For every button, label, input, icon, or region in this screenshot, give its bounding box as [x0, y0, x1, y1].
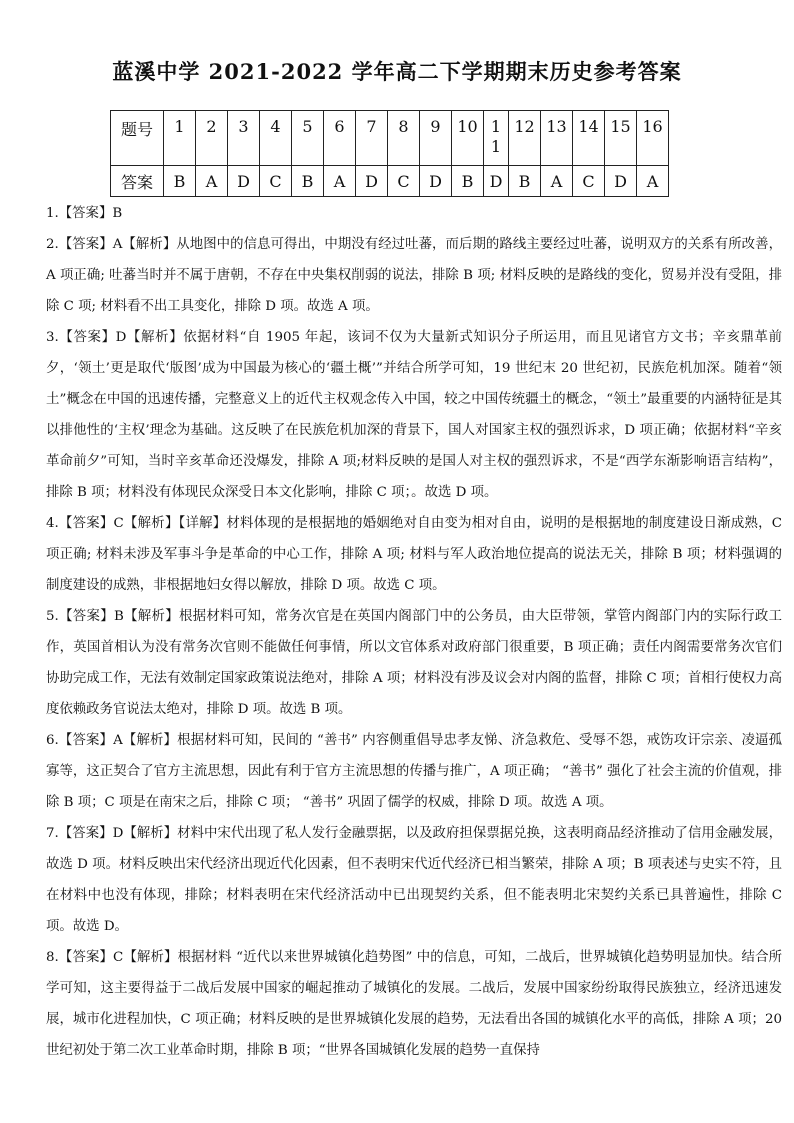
- answer-item-2: 2.【答案】A【解析】从地图中的信息可得出，中期没有经过吐蕃，而后期的路线主要经过吐蕃，说明双方的关系有所改善，A 项正确; 吐蕃当时并不属于唐朝，不存在中央集权削弱的说法，排除 B 项; 材料反映的是路线的变化，贸易并没有受阻，排除 C 项; 材料看不出工具变化，排除 D 项。故选 A 项。: [46, 237, 782, 314]
- row-header-answer: 答案: [111, 166, 164, 197]
- answer-cell: D: [420, 166, 452, 197]
- question-number: 1 1: [484, 111, 509, 166]
- answer-item-4: 4.【答案】C【解析】【详解】材料体现的是根据地的婚姻绝对自由变为相对自由，说明的是根据地的制度建设日渐成熟，C 项正确; 材料未涉及军事斗争是革命的中心工作，排除 A 项; 材料与军人政治地位提高的说法无关，排除 B 项；材料强调的制度建设的成熟，非根据地妇女得以解放，排除 D 项。故选 C 项。: [46, 516, 782, 593]
- answer-cell: B: [452, 166, 484, 197]
- answer-cell: D: [228, 166, 260, 197]
- answer-cell: A: [324, 166, 356, 197]
- answer-row: [111, 166, 669, 197]
- answer-explanations: [46, 198, 782, 1066]
- question-number: 10: [452, 111, 484, 166]
- answer-cell: A: [196, 166, 228, 197]
- row-header-number: 题号: [111, 111, 164, 166]
- answer-cell: D: [356, 166, 388, 197]
- answer-item-7: 7.【答案】D【解析】材料中宋代出现了私人发行金融票据，以及政府担保票据兑换，这表明商品经济推动了信用金融发展，故选 D 项。材料反映出宋代经济出现近代化因素，但不表明宋代近代经济已相当繁荣，排除 A 项；B 项表述与史实不符，且在材料中也没有体现，排除；材料表明在宋代经济活动中已出现契约关系，但不能表明北宋契约关系已具普遍性，排除 C 项。故选 D。: [46, 826, 782, 934]
- answer-cell: C: [388, 166, 420, 197]
- answer-cell: C: [260, 166, 292, 197]
- answer-item-5: 5.【答案】B【解析】根据材料可知，常务次官是在英国内阁部门中的公务员，由大臣带领，掌管内阁部门内的实际行政工作，英国首相认为没有常务次官则不能做任何事情，所以文官体系对政府部门很重要，B 项正确；责任内阁需要常务次官们协助完成工作，无法有效制定国家政策说法绝对，排除 A 项；材料没有涉及议会对内阁的监督，排除 C 项；首相行使权力高度依赖政务官说法太绝对，排除 D 项。故选 B 项。: [46, 609, 782, 717]
- answer-cell: D: [484, 166, 509, 197]
- question-number: 13: [541, 111, 573, 166]
- question-number: 6: [324, 111, 356, 166]
- answer-cell: B: [164, 166, 196, 197]
- question-number: 3: [228, 111, 260, 166]
- answer-item-3: 3.【答案】D【解析】依据材料“自 1905 年起，该词不仅为大量新式知识分子所运用，而且见诸官方文书；辛亥鼎革前夕，‘领土’更是取代‘版图’成为中国最为核心的‘疆土概’”并结合所学可知，19 世纪末 20 世纪初，民族危机加深。随着“领土”概念在中国的迅速传播，完整意义上的近代主权观念传入中国，较之中国传统疆土的概念，“领土”最重要的内涵特征是其以排他性的‘主权’理念为基础。这反映了在民族危机加深的背景下，国人对国家主权的强烈诉求，D 项正确；依据材料“辛亥革命前夕”可知，当时辛亥革命还没爆发，排除 A 项;材料反映的是国人对主权的强烈诉求，不是“西学东渐影响语言结构”，排除 B 项；材料没有体现民众深受日本文化影响，排除 C 项；。故选 D 项。: [46, 330, 782, 500]
- answer-cell: A: [541, 166, 573, 197]
- question-number: 12: [509, 111, 541, 166]
- question-number: 7: [356, 111, 388, 166]
- answer-cell: A: [637, 166, 669, 197]
- question-number: 9: [420, 111, 452, 166]
- answer-item-6: 6.【答案】A【解析】根据材料可知，民间的 “善书” 内容侧重倡导忠孝友悌、济急救危、受辱不怨，戒饬攻讦宗亲、凌逼孤寡等，这正契合了官方主流思想，因此有利于官方主流思想的传播与推广，A 项正确； “善书” 强化了社会主流的价值观，排除 B 项；C 项是在南宋之后，排除 C 项； “善书” 巩固了儒学的权威，排除 D 项。故选 A 项。: [46, 733, 782, 810]
- question-number-row: [111, 111, 669, 166]
- answer-table: [110, 110, 669, 197]
- question-number: 15: [605, 111, 637, 166]
- answer-item-1: 1.【答案】B: [46, 206, 123, 221]
- question-number: 16: [637, 111, 669, 166]
- question-number: 8: [388, 111, 420, 166]
- question-number: 4: [260, 111, 292, 166]
- answer-cell: B: [292, 166, 324, 197]
- page-title: 蓝溪中学 2021-2022 学年高二下学期期末历史参考答案: [112, 59, 682, 84]
- answer-item-8: 8.【答案】C【解析】根据材料 “近代以来世界城镇化趋势图” 中的信息，可知，二战后，世界城镇化趋势明显加快。结合所学可知，这主要得益于二战后发展中国家的崛起推动了城镇化的发展。二战后，发展中国家纷纷取得民族独立，经济迅速发展，城市化进程加快，C 项正确；材料反映的是世界城镇化发展的趋势，无法看出各国的城镇化水平的高低，排除 A 项；20 世纪初处于第二次工业革命时期，排除 B 项；“世界各国城镇化发展的趋势一直保持: [46, 950, 782, 1058]
- question-number: 2: [196, 111, 228, 166]
- answer-cell: D: [605, 166, 637, 197]
- answer-cell: B: [509, 166, 541, 197]
- answer-cell: C: [573, 166, 605, 197]
- question-number: 1: [164, 111, 196, 166]
- question-number: 5: [292, 111, 324, 166]
- question-number: 14: [573, 111, 605, 166]
